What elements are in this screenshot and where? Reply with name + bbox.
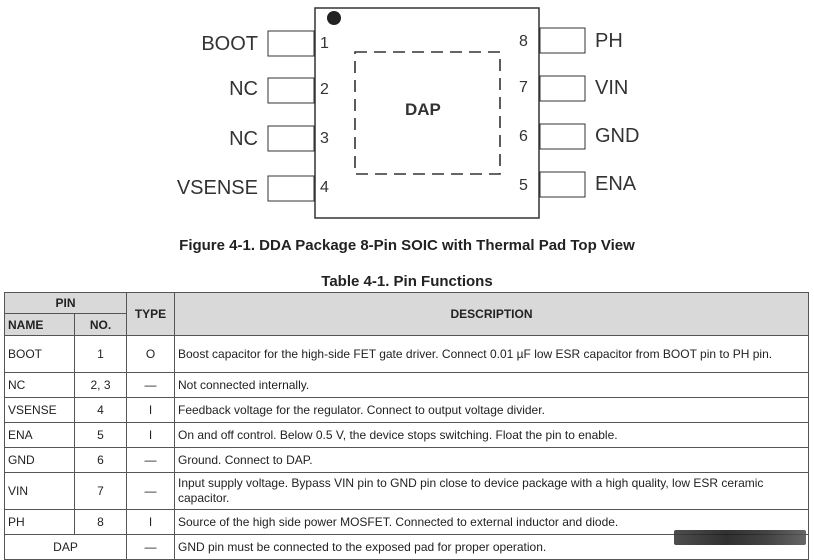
table-title: Table 4-1. Pin Functions	[321, 273, 493, 290]
pin-lead-6	[540, 124, 585, 149]
cell-no: 6	[75, 448, 127, 473]
cell-type: I	[127, 423, 175, 448]
table-row	[5, 373, 809, 398]
cell-type: —	[127, 473, 175, 510]
cell-type: —	[127, 448, 175, 473]
cell-name: PH	[5, 510, 75, 535]
table-header-row	[5, 293, 809, 314]
pin-number-2: 2	[320, 81, 329, 98]
pin-functions-table	[4, 292, 809, 560]
pin-lead-3	[268, 126, 314, 151]
cell-name: NC	[5, 373, 75, 398]
cell-no: 5	[75, 423, 127, 448]
cell-description: Ground. Connect to DAP.	[175, 448, 809, 473]
pin-number-6: 6	[519, 128, 528, 145]
cell-description: Source of the high side power MOSFET. Connected to external inductor and diode.	[175, 510, 809, 535]
cell-name: ENA	[5, 423, 75, 448]
pin-lead-2	[268, 78, 314, 103]
cell-no: 8	[75, 510, 127, 535]
pin-label-vin: VIN	[595, 77, 629, 99]
cell-type: —	[127, 535, 175, 560]
pin-lead-4	[268, 176, 314, 201]
cell-description: Input supply voltage. Bypass VIN pin to GND pin close to device package with a high quality, low ESR ceramic capacitor.	[175, 473, 809, 510]
pin-number-3: 3	[320, 130, 329, 147]
table-row	[5, 423, 809, 448]
header-description: DESCRIPTION	[175, 293, 809, 336]
redaction-mark	[674, 530, 806, 545]
figure-caption: Figure 4-1. DDA Package 8-Pin SOIC with Thermal Pad Top View	[179, 237, 635, 254]
cell-name: BOOT	[5, 336, 75, 373]
cell-name: VSENSE	[5, 398, 75, 423]
cell-no: 2, 3	[75, 373, 127, 398]
cell-no: 7	[75, 473, 127, 510]
pin-label-vsense: VSENSE	[176, 177, 258, 199]
cell-description: Not connected internally.	[175, 373, 809, 398]
cell-description: Feedback voltage for the regulator. Connect to output voltage divider.	[175, 398, 809, 423]
cell-no: 1	[75, 336, 127, 373]
pin-label-ph: PH	[595, 30, 623, 52]
pin-lead-1	[268, 31, 314, 56]
pin-number-4: 4	[320, 179, 329, 196]
cell-name: GND	[5, 448, 75, 473]
table-row	[5, 473, 809, 510]
table-row	[5, 398, 809, 423]
pin-number-8: 8	[519, 33, 528, 50]
cell-type: I	[127, 510, 175, 535]
pin-number-5: 5	[519, 177, 528, 194]
cell-name: VIN	[5, 473, 75, 510]
cell-name: DAP	[5, 535, 127, 560]
pin-label-boot: BOOT	[201, 33, 258, 55]
pin-label-nc-2: NC	[229, 78, 258, 100]
pin-lead-5	[540, 172, 585, 197]
cell-no: 4	[75, 398, 127, 423]
cell-description: GND pin must be connected to the exposed pad for proper operation.	[175, 535, 809, 560]
pin-lead-7	[540, 76, 585, 101]
cell-type: I	[127, 398, 175, 423]
thermal-pad-label: DAP	[405, 100, 441, 119]
pin-label-ena: ENA	[595, 173, 637, 195]
pin-number-1: 1	[320, 35, 329, 52]
header-name: NAME	[5, 314, 75, 336]
cell-description: On and off control. Below 0.5 V, the device stops switching. Float the pin to enable.	[175, 423, 809, 448]
pin-label-gnd: GND	[595, 125, 640, 147]
package-diagram	[0, 0, 814, 232]
pin1-indicator-dot	[327, 11, 341, 25]
header-type: TYPE	[127, 293, 175, 336]
cell-type: —	[127, 373, 175, 398]
header-no: NO.	[75, 314, 127, 336]
table-row	[5, 336, 809, 373]
pin-number-7: 7	[519, 79, 528, 96]
cell-type: O	[127, 336, 175, 373]
pin-lead-8	[540, 28, 585, 53]
table-row	[5, 448, 809, 473]
header-pin: PIN	[5, 293, 127, 314]
cell-description: Boost capacitor for the high-side FET gate driver. Connect 0.01 µF low ESR capacitor from BOOT pin to PH pin.	[175, 336, 809, 373]
pin-label-nc-3: NC	[229, 128, 258, 150]
